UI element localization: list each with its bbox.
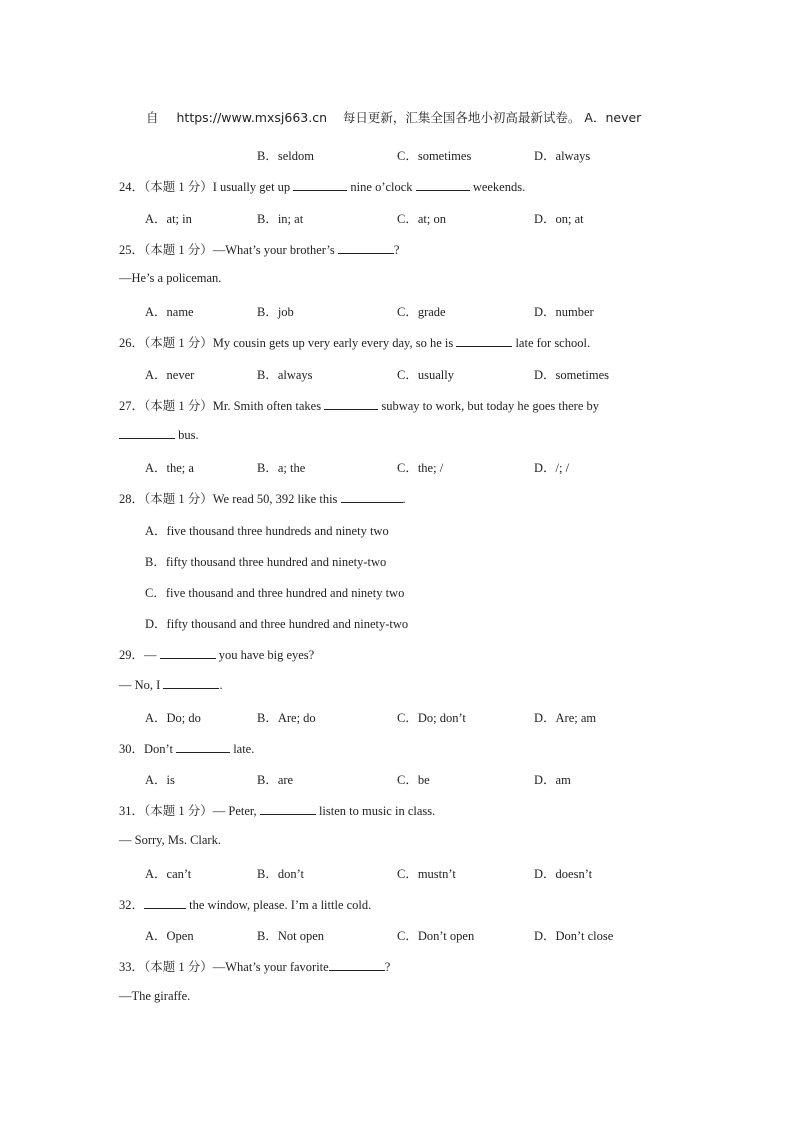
site-url[interactable]: https://www.mxsj663.cn	[176, 110, 327, 125]
q29-option-c[interactable]: C．Do; don’t	[397, 711, 466, 725]
q26-option-b[interactable]: B．always	[257, 368, 313, 382]
q30-option-c[interactable]: C．be	[397, 773, 430, 787]
q30-stem: 30．Don’t late.	[119, 742, 255, 756]
q28-stem: 28．（本题 1 分）We read 50, 392 like this .	[119, 492, 406, 506]
q28-option-a[interactable]: A．five thousand three hundreds and ninety two	[145, 524, 389, 538]
q30-option-d[interactable]: D．am	[534, 773, 571, 787]
q25-option-c[interactable]: C．grade	[397, 305, 446, 319]
answer-blank	[338, 242, 394, 254]
answer-blank	[160, 647, 216, 659]
answer-blank	[324, 398, 378, 410]
q27-option-a[interactable]: A．the; a	[145, 461, 194, 475]
answer-blank	[293, 179, 347, 191]
q29-reply: — No, I .	[119, 678, 223, 692]
q31-option-b[interactable]: B．don’t	[257, 867, 304, 881]
q33-reply: —The giraffe.	[119, 989, 191, 1003]
q26-option-a[interactable]: A．never	[145, 368, 195, 382]
q24-stem: 24．（本题 1 分）I usually get up nine o’clock weekends.	[119, 180, 526, 194]
page-header	[146, 108, 641, 126]
q32-option-c[interactable]: C．Don’t open	[397, 929, 475, 943]
q27-option-d[interactable]: D．/; /	[534, 461, 570, 475]
q24-option-c[interactable]: C．at; on	[397, 212, 446, 226]
q24-option-d[interactable]: D．on; at	[534, 212, 584, 226]
q25-option-a[interactable]: A．name	[145, 305, 194, 319]
q25-reply: —He’s a policeman.	[119, 271, 222, 285]
q32-option-d[interactable]: D．Don’t close	[534, 929, 614, 943]
q30-option-a[interactable]: A．is	[145, 773, 175, 787]
q23-option-b[interactable]: B．seldom	[257, 149, 314, 163]
q23-option-c[interactable]: C．sometimes	[397, 149, 472, 163]
q29-option-d[interactable]: D．Are; am	[534, 711, 597, 725]
q31-option-c[interactable]: C．mustn’t	[397, 867, 456, 881]
q27-option-b[interactable]: B．a; the	[257, 461, 306, 475]
q28-option-c[interactable]: C．five thousand and three hundred and ninety two	[145, 586, 405, 600]
q23-option-a[interactable]: A．never	[584, 110, 642, 125]
q29-stem: 29．— you have big eyes?	[119, 648, 315, 662]
q27-stem-continued: bus.	[119, 427, 199, 443]
q33-stem: 33．（本题 1 分）—What’s your favorite ?	[119, 960, 391, 974]
answer-blank	[144, 897, 186, 909]
q25-stem: 25．（本题 1 分）—What’s your brother’s ?	[119, 243, 400, 257]
q25-option-d[interactable]: D．number	[534, 305, 594, 319]
q26-option-c[interactable]: C．usually	[397, 368, 454, 382]
answer-blank	[119, 427, 175, 439]
q32-option-a[interactable]: A．Open	[145, 929, 194, 943]
q29-option-b[interactable]: B．Are; do	[257, 711, 316, 725]
answer-blank	[329, 959, 385, 971]
q26-option-d[interactable]: D．sometimes	[534, 368, 609, 382]
site-slogan: 每日更新，汇集全国各地小初高最新试卷。	[342, 110, 581, 125]
answer-blank	[260, 803, 316, 815]
q31-stem: 31．（本题 1 分）— Peter, listen to music in class.	[119, 804, 436, 818]
answer-blank	[163, 677, 219, 689]
q26-stem: 26．（本题 1 分）My cousin gets up very early every day, so he is late for school.	[119, 336, 591, 350]
q31-reply: — Sorry, Ms. Clark.	[119, 833, 221, 847]
q23-option-d[interactable]: D．always	[534, 149, 591, 163]
q30-option-b[interactable]: B．are	[257, 773, 294, 787]
answer-blank	[416, 179, 470, 191]
q29-option-a[interactable]: A．Do; do	[145, 711, 201, 725]
site-logo-icon: 自	[146, 110, 159, 125]
answer-blank	[456, 335, 512, 347]
q27-option-c[interactable]: C．the; /	[397, 461, 444, 475]
q28-option-b[interactable]: B．fifty thousand three hundred and ninety-two	[145, 555, 387, 569]
q31-option-d[interactable]: D．doesn’t	[534, 867, 593, 881]
q24-option-b[interactable]: B．in; at	[257, 212, 304, 226]
q25-option-b[interactable]: B．job	[257, 305, 294, 319]
q27-stem: 27．（本题 1 分）Mr. Smith often takes subway to work, but today he goes there by	[119, 399, 599, 413]
answer-blank	[341, 491, 403, 503]
q32-stem: 32． the window, please. I’m a little cold.	[119, 898, 372, 912]
q32-option-b[interactable]: B．Not open	[257, 929, 325, 943]
q31-option-a[interactable]: A．can’t	[145, 867, 192, 881]
q24-option-a[interactable]: A．at; in	[145, 212, 192, 226]
answer-blank	[176, 741, 230, 753]
q28-option-d[interactable]: D．fifty thousand and three hundred and ninety-two	[145, 617, 409, 631]
